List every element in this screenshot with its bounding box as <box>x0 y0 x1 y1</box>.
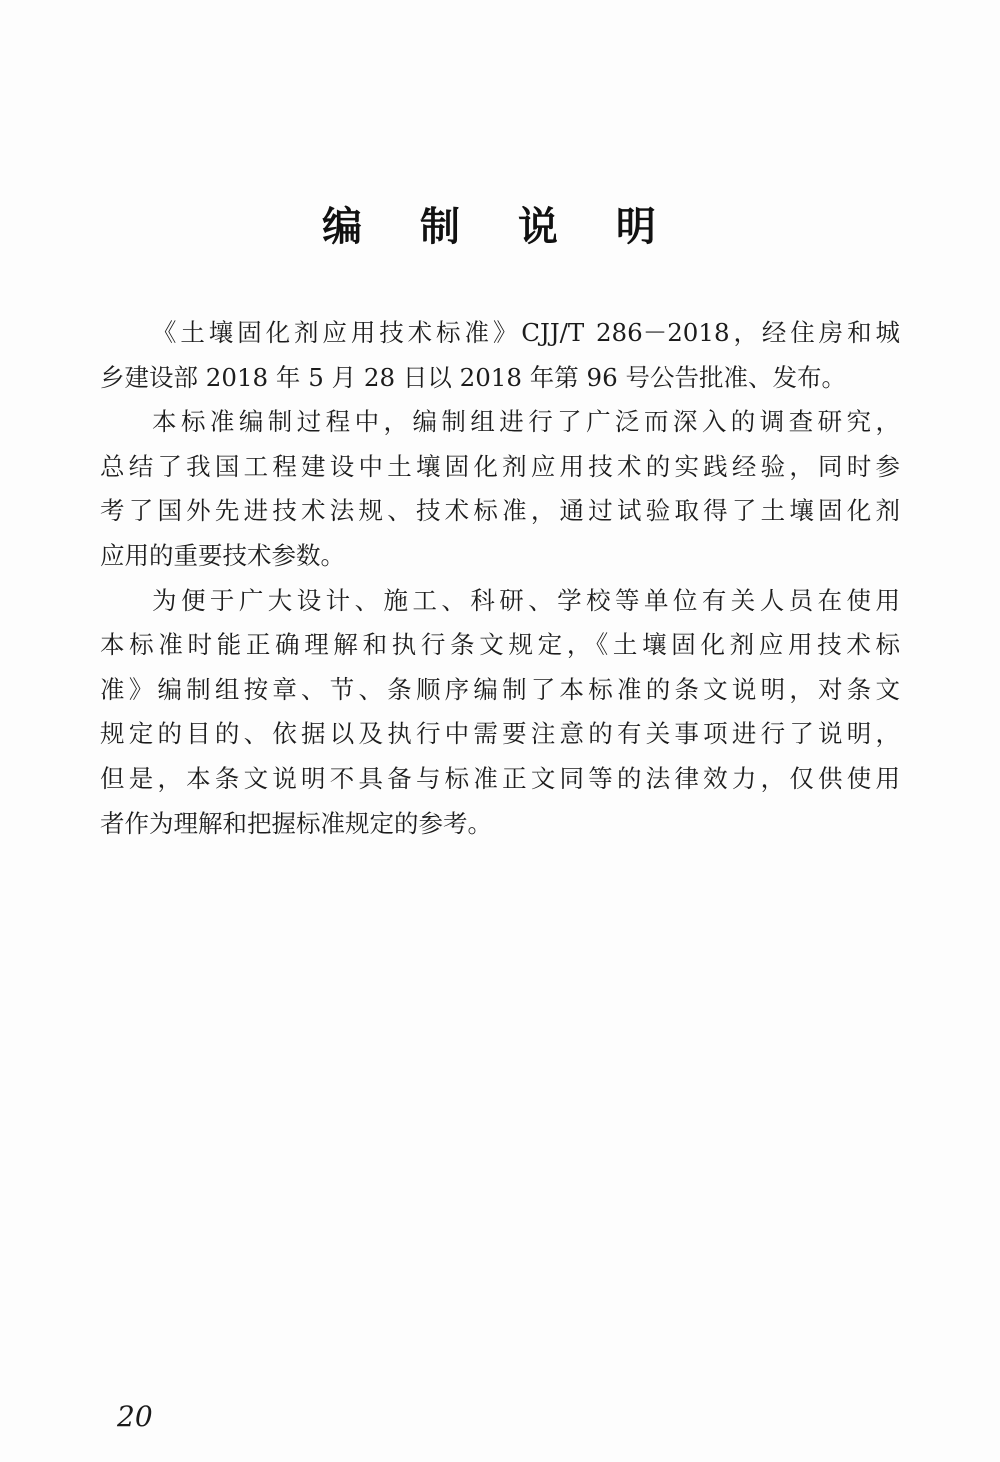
text-line: 本标准时能正确理解和执行条文规定，《土壤固化剂应用技术标 <box>100 630 900 660</box>
text-line: 者作为理解和把握标准规定的参考。 <box>100 808 492 838</box>
text-line: 应用的重要技术参数。 <box>100 540 345 570</box>
paragraph-3 <box>100 579 900 847</box>
text-line: 总结了我国工程建设中土壤固化剂应用技术的实践经验，同时参 <box>100 451 900 481</box>
text-line: 规定的目的、依据以及执行中需要注意的有关事项进行了说明， <box>100 719 900 749</box>
text-line: 考了国外先进技术法规、技术标准，通过试验取得了土壤固化剂 <box>100 496 900 526</box>
text-line: 但是，本条文说明不具备与标准正文同等的法律效力，仅供使用 <box>100 763 900 793</box>
text-line: 准》编制组按章、节、条顺序编制了本标准的条文说明，对条文 <box>100 674 900 704</box>
paragraph-1 <box>100 311 900 400</box>
body-text <box>100 311 900 846</box>
paragraph-2 <box>100 400 900 578</box>
page-title: 编 制 说 明 <box>322 204 678 250</box>
text-line: 乡建设部 2018 年 5 月 28 日以 2018 年第 96 号公告批准、发布。 <box>100 362 847 392</box>
text-line: 为便于广大设计、施工、科研、学校等单位有关人员在使用 <box>152 585 900 615</box>
page-number: 20 <box>117 1400 153 1433</box>
text-line: 本标准编制过程中，编制组进行了广泛而深入的调查研究， <box>152 407 900 437</box>
text-line: 《土壤固化剂应用技术标准》CJJ/T 286－2018，经住房和城 <box>152 318 900 347</box>
